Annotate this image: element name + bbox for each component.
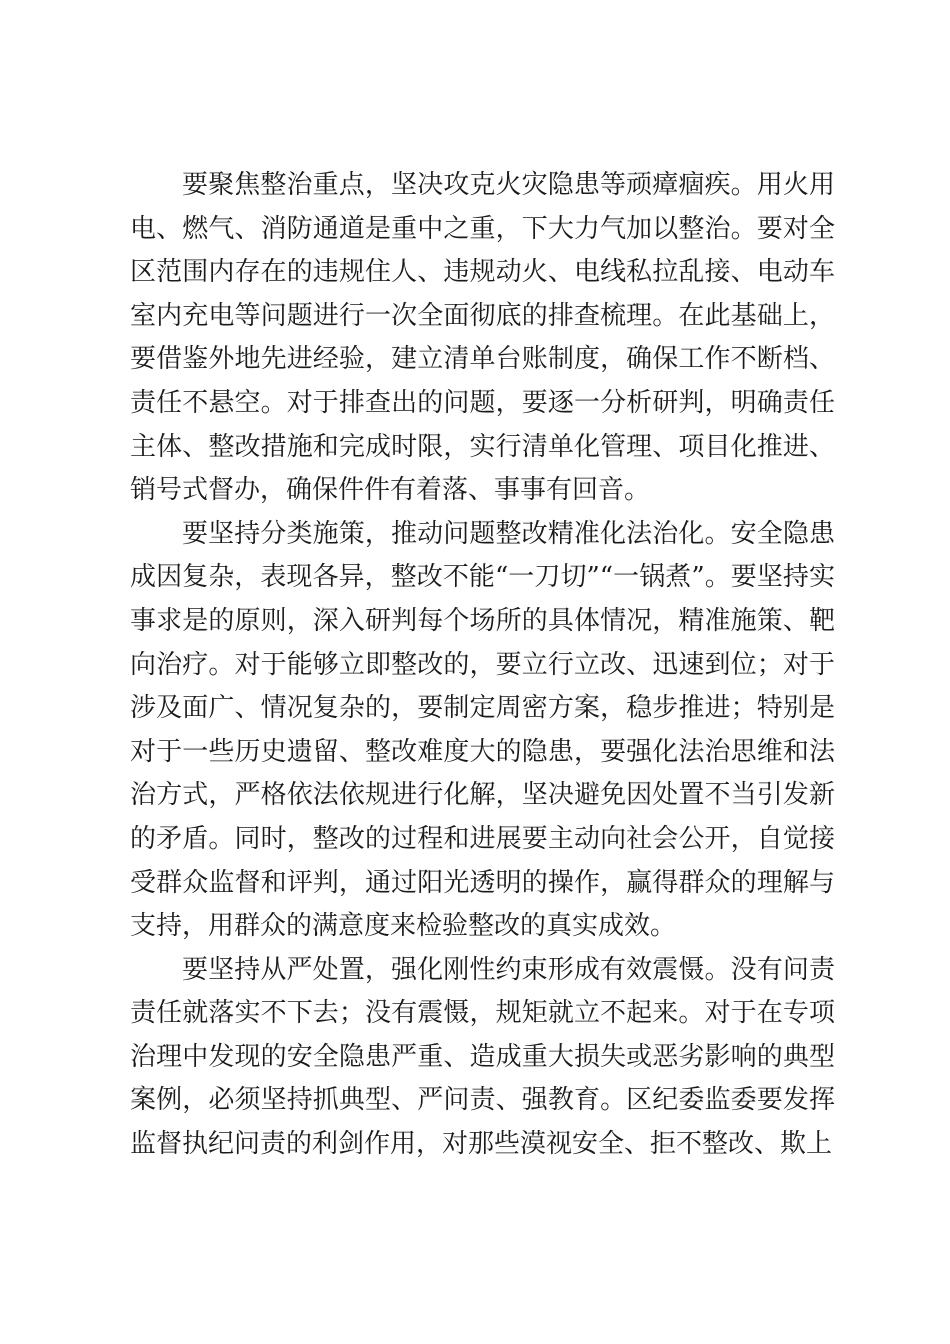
- document-page: [130, 164, 835, 1167]
- paragraph-strict-handling: 要坚持从严处置，强化刚性约束形成有效震慑。没有问责责任就落实不下去；没有震慑，规矩就立不起来。对于在专项治理中发现的安全隐患严重、造成重大损失或恶劣影响的典型案例，必须坚持抓典型、严问责、强教育。区纪委监委要发挥监督执纪问责的利剑作用，对那些漠视安全、拒不整改、欺上: [130, 954, 835, 1160]
- paragraph-classified-measures: 要坚持分类施策，推动问题整改精准化法治化。安全隐患成因复杂，表现各异，整改不能“一刀切”“一锅煮”。要坚持实事求是的原则，深入研判每个场所的具体情况，精准施策、靶向治疗。对于能够立即整改的，要立行立改、迅速到位；对于涉及面广、情况复杂的，要制定周密方案，稳步推进；特别是对于一些历史遗留、整改难度大的隐患，要强化法治思维和法治方式，严格依法依规进行化解，坚决避免因处置不当引发新的矛盾。同时，整改的过程和进展要主动向社会公开，自觉接受群众监督和评判，通过阳光透明的操作，赢得群众的理解与支持，用群众的满意度来检验整改的真实成效。: [130, 518, 835, 942]
- paragraph-fire-hazard-rectification: 要聚焦整治重点，坚决攻克火灾隐患等顽瘴痼疾。用火用电、燃气、消防通道是重中之重，下大力气加以整治。要对全区范围内存在的违规住人、违规动火、电线私拉乱接、电动车室内充电等问题进行一次全面彻底的排查梳理。在此基础上，要借鉴外地先进经验，建立清单台账制度，确保工作不断档、责任不悬空。对于排查出的问题，要逐一分析研判，明确责任主体、整改措施和完成时限，实行清单化管理、项目化推进、销号式督办，确保件件有着落、事事有回音。: [130, 170, 835, 506]
